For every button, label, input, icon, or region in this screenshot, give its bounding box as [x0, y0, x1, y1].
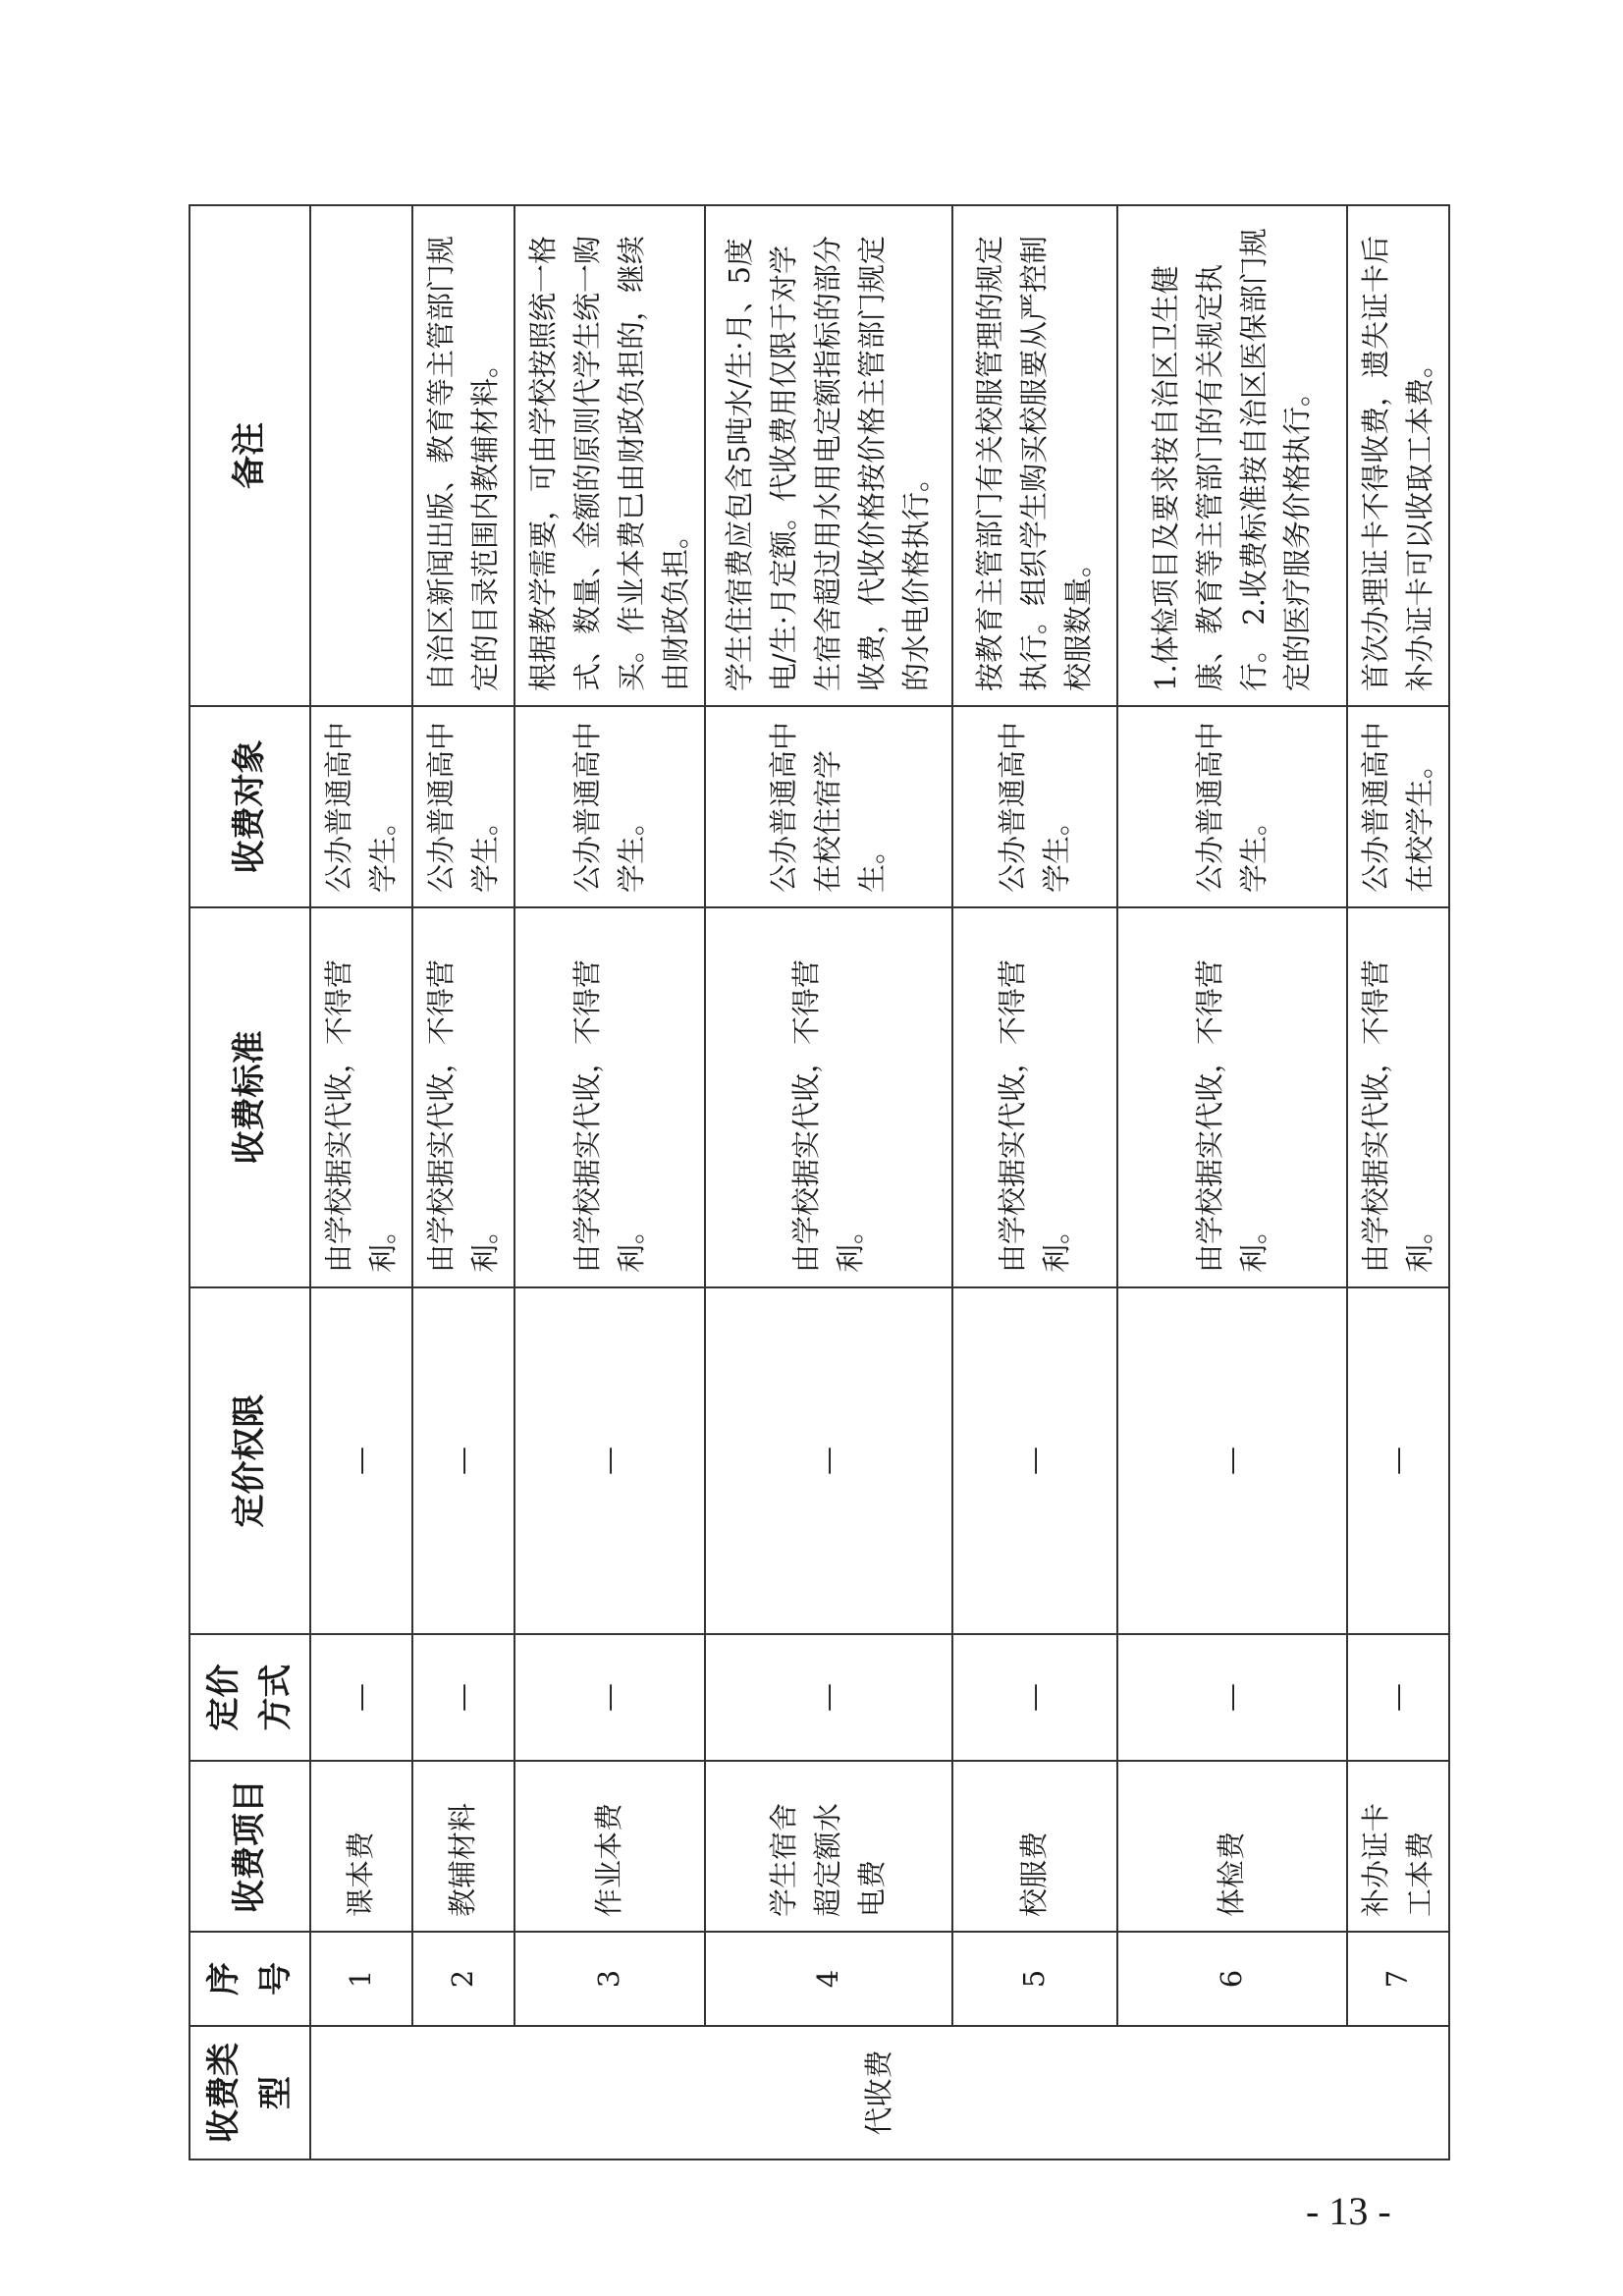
row-number: 4 [705, 1932, 952, 2026]
standard-cell: 由学校据实代收，不得营利。 [1347, 907, 1449, 1287]
table-row [1347, 205, 1449, 2159]
item-cell: 补办证卡工本费 [1347, 1761, 1449, 1932]
fee-table [189, 204, 1450, 2160]
row-number: 7 [1347, 1932, 1449, 2026]
row-number: 6 [1117, 1932, 1347, 2026]
item-cell: 体检费 [1117, 1761, 1347, 1932]
authority-cell: — [514, 1287, 705, 1634]
table-row [705, 205, 952, 2159]
authority-cell: — [310, 1287, 412, 1634]
header-standard: 收费标准 [189, 907, 310, 1287]
note-cell: 自治区新闻出版、教育等主管部门规定的目录范围内教辅材料。 [412, 205, 514, 706]
item-cell: 学生宿舍超定额水电费 [705, 1761, 952, 1932]
method-cell: — [705, 1634, 952, 1761]
standard-cell: 由学校据实代收，不得营利。 [412, 907, 514, 1287]
target-cell: 公办普通高中在校住宿学生。 [705, 706, 952, 907]
table-row [514, 205, 705, 2159]
row-number: 3 [514, 1932, 705, 2026]
row-number: 5 [952, 1932, 1117, 2026]
authority-cell: — [1347, 1287, 1449, 1634]
row-number: 1 [310, 1932, 412, 2026]
authority-cell: — [705, 1287, 952, 1634]
note-cell: 根据教学需要，可由学校按照统一格式、数量、金额的原则代学生统一购买。作业本费已由财政负担的，继续由财政负担。 [514, 205, 705, 706]
standard-cell: 由学校据实代收，不得营利。 [514, 907, 705, 1287]
header-note: 备注 [189, 205, 310, 706]
header-target: 收费对象 [189, 706, 310, 907]
table-row [952, 205, 1117, 2159]
header-item: 收费项目 [189, 1761, 310, 1932]
authority-cell: — [952, 1287, 1117, 1634]
authority-cell: — [412, 1287, 514, 1634]
method-cell: — [514, 1634, 705, 1761]
target-cell: 公办普通高中学生。 [514, 706, 705, 907]
method-cell: — [1347, 1634, 1449, 1761]
item-cell: 作业本费 [514, 1761, 705, 1932]
header-fee-type: 收费类型 [189, 2026, 310, 2159]
method-cell: — [412, 1634, 514, 1761]
target-cell: 公办普通高中学生。 [310, 706, 412, 907]
note-cell [310, 205, 412, 706]
item-cell: 课本费 [310, 1761, 412, 1932]
rotated-fee-table-container [189, 206, 1436, 2160]
page-number: - 13 - [1306, 2189, 1391, 2233]
header-no: 序号 [189, 1932, 310, 2026]
table-header-row [189, 205, 310, 2159]
target-cell: 公办普通高中学生。 [412, 706, 514, 907]
authority-cell: — [1117, 1287, 1347, 1634]
standard-cell: 由学校据实代收，不得营利。 [952, 907, 1117, 1287]
header-method: 定价方式 [189, 1634, 310, 1761]
method-cell: — [310, 1634, 412, 1761]
header-authority: 定价权限 [189, 1287, 310, 1634]
target-cell: 公办普通高中学生。 [1117, 706, 1347, 907]
note-cell: 按教育主管部门有关校服管理的规定执行。组织学生购买校服要从严控制校服数量。 [952, 205, 1117, 706]
method-cell: — [1117, 1634, 1347, 1761]
fee-type-cell: 代收费 [310, 2026, 1449, 2159]
table-row [310, 205, 412, 2159]
row-number: 2 [412, 1932, 514, 2026]
item-cell: 教辅材料 [412, 1761, 514, 1932]
table-row [412, 205, 514, 2159]
note-cell: 首次办理证卡不得收费，遗失证卡后补办证卡可以收取工本费。 [1347, 205, 1449, 706]
table-row [1117, 205, 1347, 2159]
standard-cell: 由学校据实代收，不得营利。 [1117, 907, 1347, 1287]
target-cell: 公办普通高中在校学生。 [1347, 706, 1449, 907]
method-cell: — [952, 1634, 1117, 1761]
standard-cell: 由学校据实代收，不得营利。 [310, 907, 412, 1287]
note-cell: 学生住宿费应包含5吨水/生·月、5度电/生·月定额。代收费用仅限于对学生宿舍超过用水用电定额指标的部分收费，代收价格按价格主管部门规定的水电价格执行。 [705, 205, 952, 706]
note-cell: 1.体检项目及要求按自治区卫生健康、教育等主管部门的有关规定执行。 2.收费标准按自治区医保部门规定的医疗服务价格执行。 [1117, 205, 1347, 706]
target-cell: 公办普通高中学生。 [952, 706, 1117, 907]
item-cell: 校服费 [952, 1761, 1117, 1932]
standard-cell: 由学校据实代收，不得营利。 [705, 907, 952, 1287]
